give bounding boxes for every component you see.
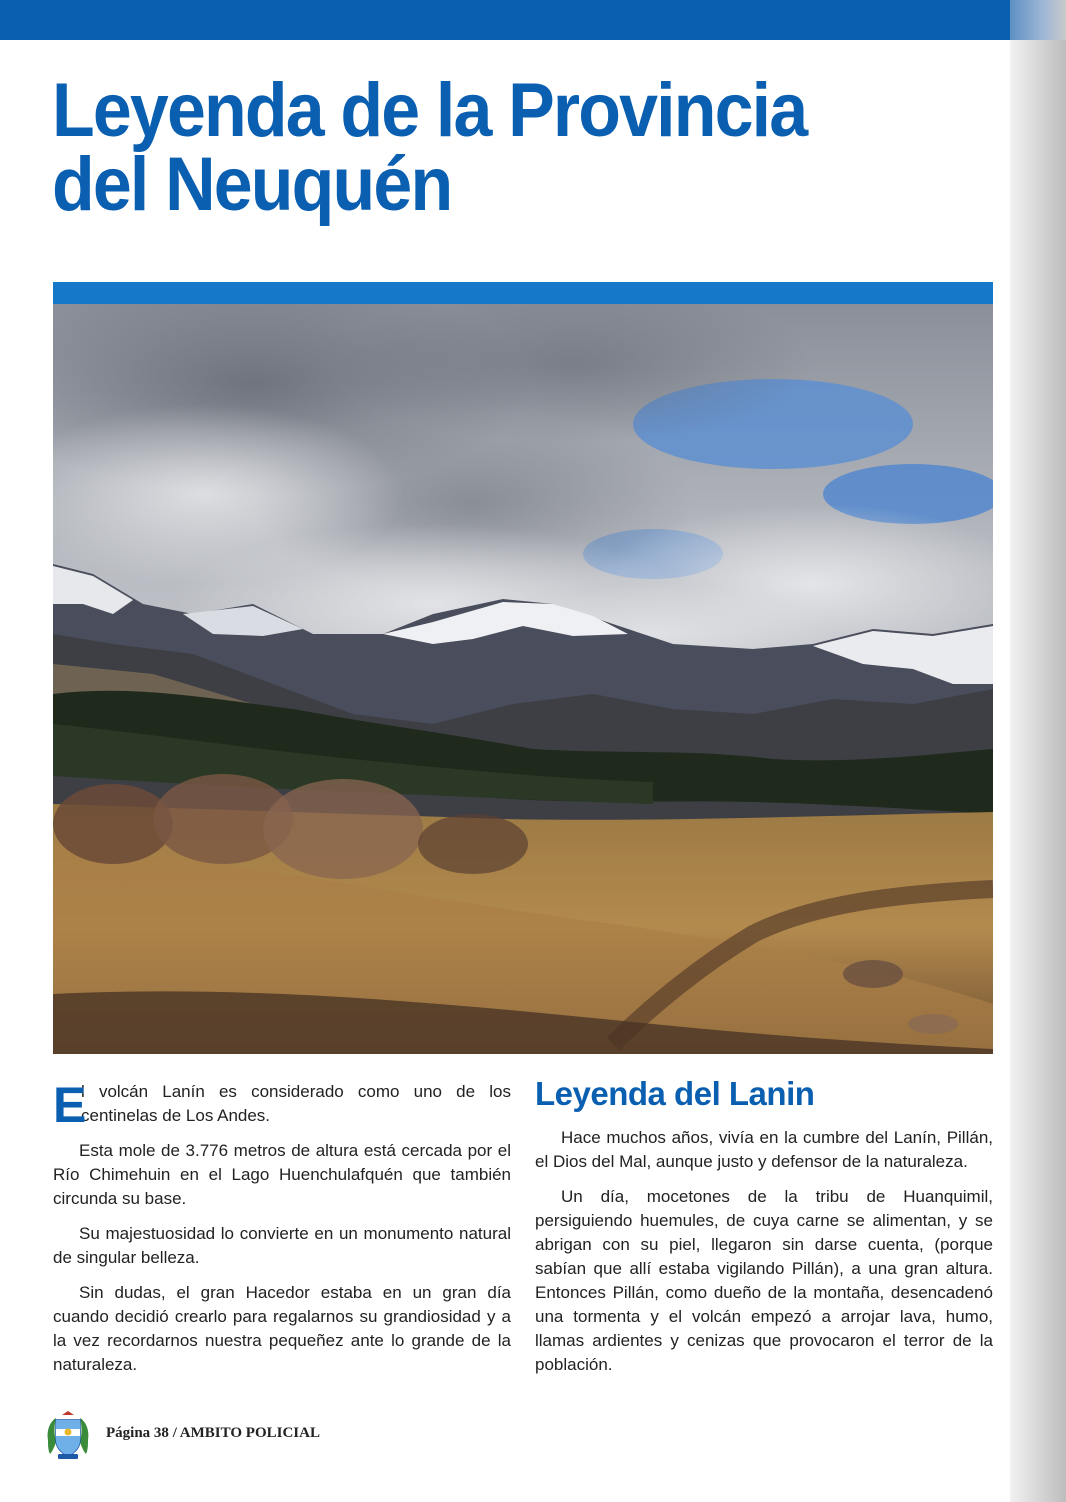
paragraph: Hace muchos años, vivía en la cumbre del Lanín, Pillán, el Dios del Mal, aunque justo y defensor de la naturaleza.	[535, 1128, 993, 1171]
right-column	[535, 1126, 993, 1388]
magazine-name: AMBITO POLICIAL	[179, 1425, 320, 1441]
article-title-line1: Leyenda de la Provincia	[52, 68, 807, 153]
paragraph: Sin dudas, el gran Hacedor estaba en un gran día cuando decidió crearlo para regalarnos su grandiosidad y a la vez recordarnos nuestra pequeñez ante lo grande de la naturaleza.	[53, 1283, 511, 1374]
footer-separator: /	[172, 1425, 177, 1441]
footer-text	[106, 1425, 320, 1442]
drop-cap: E	[53, 1077, 87, 1133]
police-crest-icon	[42, 1410, 94, 1462]
page-footer	[42, 1410, 442, 1460]
paragraph: Su majestuosidad lo convierte en un monumento natural de singular belleza.	[53, 1224, 511, 1267]
article-title-line2: del Neuquén	[52, 142, 452, 227]
photo-top-bar	[53, 282, 993, 304]
left-column	[53, 1077, 511, 1388]
paragraph: Esta mole de 3.776 metros de altura está cercada por el Río Chimehuin en el Lago Huenchulafquén que también circunda su base.	[53, 1141, 511, 1208]
header-bar	[0, 0, 1010, 40]
article-title	[52, 68, 917, 227]
paragraph: Un día, mocetones de la tribu de Huanquimil, persiguiendo huemules, de cuya carne se alimentan, y se abrigan con su piel, llegaron sin darse cuenta, (porque sabían que allí estaba vigilando Pillán), a una gran altura. Entonces Pillán, como dueño de la montaña, desencadenó una tormenta y el volcán empezó a arrojar lava, humo, llamas ardientes y cenizas que provocaron el terror de la población.	[535, 1187, 993, 1374]
intro-text: l volcán Lanín es considerado como uno de los centinelas de Los Andes.	[81, 1082, 511, 1125]
page-number: Página 38	[106, 1425, 169, 1441]
section-heading: Leyenda del Lanin	[535, 1075, 815, 1112]
page-spine-shadow	[1010, 0, 1066, 1502]
intro-paragraph	[53, 1077, 511, 1133]
landscape-photo	[53, 304, 993, 1054]
page-spine-top	[1010, 0, 1066, 40]
